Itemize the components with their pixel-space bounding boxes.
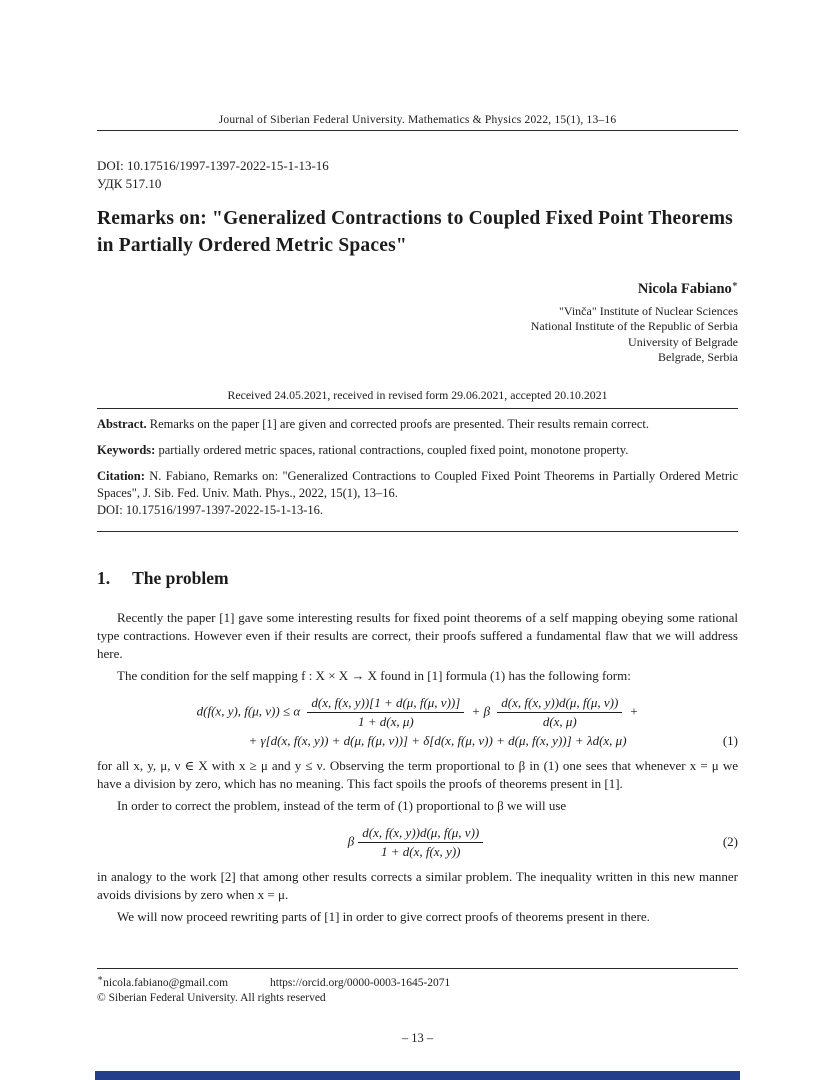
eq1-operator-beta: + β [471, 703, 491, 719]
author-affiliation: Belgrade, Serbia [658, 350, 738, 365]
equation-2-number: (2) [722, 834, 738, 850]
author-footnote-mark: ∗ [731, 279, 738, 289]
equation-1 [97, 695, 738, 749]
paragraph: Recently the paper [1] gave some interesting results for fixed point theorems of a self mapping obeying some rational type contractions. However even if their results are correct, their proofs suffered a fundamental flaw that we will address here. [97, 609, 738, 661]
meta-block [97, 157, 738, 193]
keywords [97, 442, 738, 459]
abstract-text: Remarks on the paper [1] are given and corrected proofs are presented. Their results remain correct. [149, 416, 649, 431]
author-block [97, 279, 738, 366]
udk-line: УДК 517.10 [97, 176, 162, 191]
keywords-text: partially ordered metric spaces, rational contractions, coupled fixed point, monotone property. [158, 442, 629, 457]
citation-label: Citation: [97, 468, 145, 483]
author-name-text: Nicola Fabiano [637, 280, 732, 297]
footnote-email: nicola.fabiano@gmail.com [103, 976, 229, 989]
author-name [97, 279, 738, 298]
eq1-frac2-numerator: d(x, f(x, y))d(μ, f(μ, ν)) [497, 695, 622, 713]
author-affiliation: University of Belgrade [628, 334, 738, 349]
keywords-label: Keywords: [97, 442, 156, 457]
footnote-rule [97, 968, 738, 969]
footnote-line [97, 973, 738, 989]
eq1-frac2-denominator: d(x, μ) [542, 713, 577, 729]
equation-2-line [97, 825, 738, 860]
footnote-mark: ∗ [97, 973, 104, 983]
equation-1-line-2 [97, 733, 738, 749]
paragraph: in analogy to the work [2] that among other results corrects a similar problem. The inequality written in this new manner avoids divisions by zero when x = μ. [97, 868, 738, 902]
eq1-frac1-denominator: 1 + d(x, μ) [357, 713, 414, 729]
abstract [97, 416, 738, 433]
footnote-orcid: https://orcid.org/0000-0003-1645-2071 [270, 976, 451, 989]
eq2-beta: β [347, 833, 355, 849]
eq1-operator-plus: + [629, 703, 639, 719]
paragraph: We will now proceed rewriting parts of [1] in order to give correct proofs of theorems present in there. [117, 908, 650, 924]
equation-1-line-1 [97, 695, 738, 730]
equation-1-number: (1) [722, 732, 738, 748]
received-line: Received 24.05.2021, received in revised form 29.06.2021, accepted 20.10.2021 [227, 387, 608, 402]
section-title: The problem [132, 567, 229, 588]
citation-text: N. Fabiano, Remarks on: "Generalized Contractions to Coupled Fixed Point Theorems in Partially Ordered Metric Spaces", J. Sib. Fed. Univ. Math. Phys., 2022, 15(1), 13–16. [97, 468, 739, 500]
paper-title: Remarks on: "Generalized Contractions to Coupled Fixed Point Theorems in Partially Ordered Metric Spaces" [97, 208, 733, 256]
author-affiliation: National Institute of the Republic of Serbia [530, 319, 738, 334]
section-number: 1. [97, 567, 111, 588]
eq2-fraction [358, 825, 483, 860]
eq2-numerator: d(x, f(x, y))d(μ, f(μ, ν)) [358, 825, 483, 843]
citation-rule [97, 531, 738, 532]
page-number: – 13 – [401, 1031, 434, 1045]
eq1-frac1-numerator: d(x, f(x, y))[1 + d(μ, f(μ, ν))] [307, 695, 464, 713]
author-affiliation: "Vinča" Institute of Nuclear Sciences [558, 303, 738, 318]
page-content [97, 0, 738, 926]
copyright-line: © Siberian Federal University. All rights reserved [97, 991, 326, 1004]
citation-doi: DOI: 10.17516/1997-1397-2022-15-1-13-16. [97, 502, 324, 517]
bottom-scan-bar [95, 1071, 740, 1080]
paragraph: for all x, y, μ, ν ∈ X with x ≥ μ and y ≤ ν. Observing the term proportional to β in (1) one sees that whenever x = μ we have a division by zero, which has no meaning. This fact spoils the proofs of theorems present in [1]. [97, 757, 738, 791]
eq1-line2-terms: + γ[d(x, f(x, y)) + d(μ, f(μ, ν))] + δ[d(x, f(μ, ν)) + d(μ, f(x, y))] + λd(x, μ) [248, 732, 627, 748]
eq1-lhs: d(f(x, y), f(μ, ν)) ≤ α [196, 703, 301, 719]
author-affiliations [97, 304, 738, 366]
header-rule [97, 130, 738, 131]
paragraph: The condition for the self mapping f : X × X → X found in [1] formula (1) has the following form: [117, 667, 631, 683]
citation [97, 468, 738, 519]
section-heading [97, 568, 738, 589]
abstract-label: Abstract. [97, 416, 147, 431]
eq2-denominator: 1 + d(x, f(x, y)) [380, 843, 461, 859]
doi-line: DOI: 10.17516/1997-1397-2022-15-1-13-16 [97, 158, 329, 173]
eq1-fraction-1 [307, 695, 464, 730]
journal-header: Journal of Siberian Federal University. Mathematics & Physics 2022, 15(1), 13–16 [218, 114, 617, 126]
footnote-area [97, 968, 738, 1004]
paragraph: In order to correct the problem, instead of the term of (1) proportional to β we will use [117, 797, 567, 813]
received-rule [97, 408, 738, 409]
eq1-fraction-2 [497, 695, 622, 730]
equation-2 [97, 825, 738, 860]
